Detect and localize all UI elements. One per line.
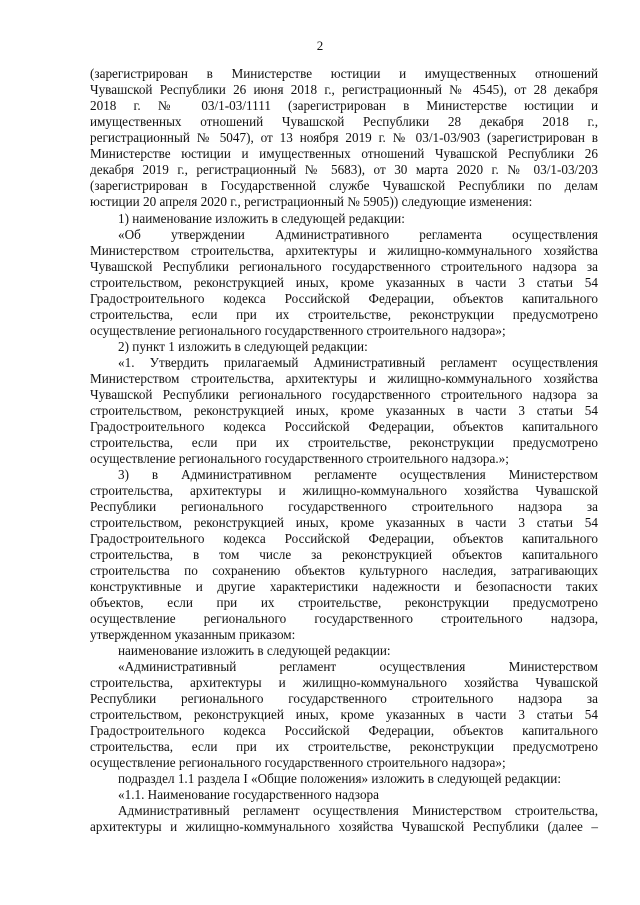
text-line: объектов, если при их строительстве, реконструкции предусмотрено [90,595,598,610]
text-line: строительства по сохранению объектов культурного наследия, затрагивающих [90,563,598,578]
text-line: строительства, если при их строительстве, реконструкции предусмотрено [90,307,598,322]
text-line: Республики регионального государственного строительного надзора за [90,499,598,514]
text-line: имущественных отношений Чувашской Республики 28 декабря 2018 г., [90,114,598,129]
text-line: Чувашской Республики регионального государственного строительного надзора за [90,259,598,274]
text-line: 1) наименование изложить в следующей редакции: [118,211,405,226]
text-line: юстиции 20 апреля 2020 г., регистрационный № 5905)) следующие изменения: [90,194,533,209]
text-line: «Об утверждении Административного регламента осуществления [118,227,598,242]
text-line: Чувашской Республики 26 июня 2018 г., регистрационный № 4545), от 28 декабря [90,82,598,97]
text-line: наименование изложить в следующей редакции: [118,643,391,658]
text-line: строительства, в том числе за реконструкцией объектов капитального [90,547,598,562]
text-line: утвержденном указанным приказом: [90,627,296,642]
text-line: 2018 г. № 03/1-03/1111 (зарегистрирован в Министерстве юстиции и [90,98,598,113]
text-line: строительства, если при их строительстве, реконструкции предусмотрено [90,739,598,754]
text-line: «1. Утвердить прилагаемый Административный регламент осуществления [118,355,598,370]
text-line: Градостроительного кодекса Российской Федерации, объектов капитального [90,419,598,434]
text-line: (зарегистрирован в Государственной службе Чувашской Республики по делам [90,178,598,193]
text-line: 2) пункт 1 изложить в следующей редакции: [118,339,368,354]
text-line: архитектуры и жилищно-коммунального хозяйства Чувашской Республики (далее – [90,819,598,834]
text-line: «Административный регламент осуществления Министерством [118,659,598,674]
text-line: конструктивные и другие характеристики надежности и безопасности таких [90,579,598,594]
text-line: Градостроительного кодекса Российской Федерации, объектов капитального [90,723,598,738]
text-line: Градостроительного кодекса Российской Федерации, объектов капитального [90,291,598,306]
text-line: регистрационный № 5047), от 13 ноября 2019 г. № 03/1-03/903 (зарегистрирован в [90,130,598,145]
text-line: «1.1. Наименование государственного надзора [118,787,379,802]
text-line: строительства, если при их строительстве, реконструкции предусмотрено [90,435,598,450]
text-line: строительства, архитектуры и жилищно-коммунального хозяйства Чувашской [90,483,598,498]
text-line: 3) в Административном регламенте осуществления Министерством [118,467,598,482]
text-line: строительством, реконструкцией иных, кроме указанных в части 3 статьи 54 [90,403,598,418]
text-line: декабря 2019 г., регистрационный № 5683), от 30 марта 2020 г. № 03/1-03/203 [90,162,598,177]
text-line: строительством, реконструкцией иных, кроме указанных в части 3 статьи 54 [90,275,598,290]
text-line: осуществление регионального государственного строительного надзора.»; [90,451,509,466]
page-number: 2 [316,38,324,53]
text-line: строительством, реконструкцией иных, кроме указанных в части 3 статьи 54 [90,707,598,722]
text-line: Градостроительного кодекса Российской Федерации, объектов капитального [90,531,598,546]
text-line: подраздел 1.1 раздела I «Общие положения» изложить в следующей редакции: [118,771,561,786]
text-line: (зарегистрирован в Министерстве юстиции и имущественных отношений [90,66,598,81]
text-line: строительством, реконструкцией иных, кроме указанных в части 3 статьи 54 [90,515,598,530]
text-line: осуществление регионального государственного строительного надзора, [90,611,598,626]
text-line: осуществление регионального государственного строительного надзора»; [90,755,506,770]
text-line: Министерстве юстиции и имущественных отношений Чувашской Республики 26 [90,146,598,161]
text-line: Административный регламент осуществления Министерством строительства, [118,803,598,818]
text-line: Республики регионального государственного строительного надзора за [90,691,598,706]
text-line: осуществление регионального государственного строительного надзора»; [90,323,506,338]
text-line: Чувашской Республики регионального государственного строительного надзора за [90,387,598,402]
text-line: Министерством строительства, архитектуры и жилищно-коммунального хозяйства [90,371,598,386]
text-line: Министерством строительства, архитектуры и жилищно-коммунального хозяйства [90,243,598,258]
text-line: строительства, архитектуры и жилищно-коммунального хозяйства Чувашской [90,675,598,690]
